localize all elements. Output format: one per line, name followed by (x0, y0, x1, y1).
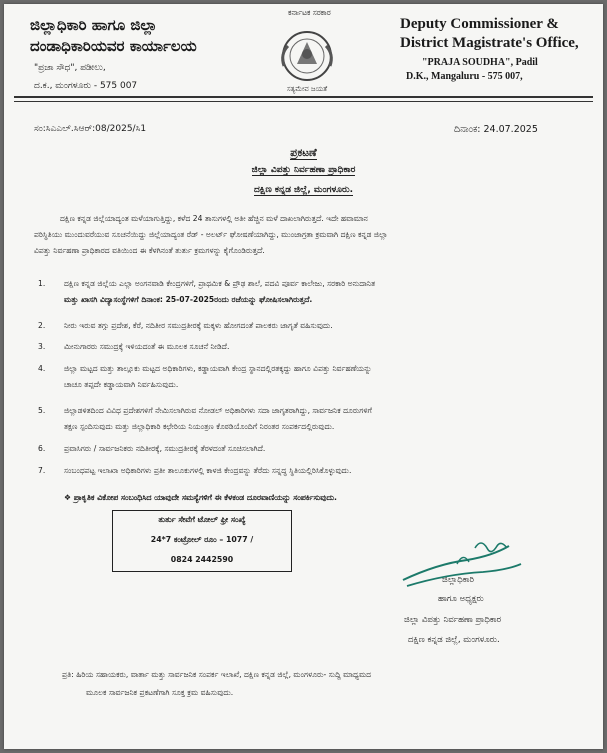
office-name-kannada-line1: ಜಿಲ್ಲಾಧಿಕಾರಿ ಹಾಗೂ ಜಿಲ್ಲಾ (30, 16, 158, 34)
office-name-english-line2: District Magistrate's Office, (400, 35, 579, 51)
notice-subtitle1-text: ಜಿಲ್ಲಾ ವಿಪತ್ತು ನಿರ್ವಹಣಾ ಪ್ರಾಧಿಕಾರ (251, 165, 356, 175)
helpline-control-room: 24*7 ಕಂಟ್ರೋಲ್ ರೂಂ – 1077 / (150, 535, 254, 544)
intro-paragraph (34, 211, 580, 259)
item-line: ತಕ್ಷಣ ಸ್ಪಂದಿಸುವುದು ಮತ್ತು ಜಿಲ್ಲಾಧಿಕಾರಿ ಕಛೇರಿಯ ನಿಯಂತ್ರಣ ಕೊಠಡಿಯೊಂದಿಗೆ ನಿರಂತರ ಸಂಪರ್ಕದಲ್ಲಿರುವುದು. (64, 422, 335, 431)
intro-line: ಪರಿಸ್ಥಿತಿಯು ಮುಂದುವರೆಯುವ ಸೂಚನೆಯಿದ್ದು ಜಿಲ್ಲೆಯಾದ್ಯಂತ ರೆಡ್ - ಅಲರ್ಟ್ ಘೋಷಣೆಯಾಗಿದ್ದು, ಮುಂಜಾಗ್ರತಾ ಕ್ರಮವಾಗಿ ದಕ್ಷಿಣ ಕನ್ನಡ ಜಿಲ್ಲಾ (34, 230, 388, 239)
state-emblem-icon (270, 24, 344, 94)
item-number: 3. (38, 342, 46, 351)
notice-title (4, 147, 603, 160)
address-kannada-line2: ದ.ಕ., ಮಂಗಳೂರು - 575 007 (34, 81, 138, 91)
signatory-authority: ಜಿಲ್ಲಾ ವಿಪತ್ತು ನಿರ್ವಹಣಾ ಪ್ರಾಧಿಕಾರ (404, 615, 502, 625)
government-label: ಕರ್ನಾಟಕ ಸರಕಾರ (288, 8, 331, 17)
notice-subtitle2-text: ದಕ್ಷಿಣ ಕನ್ನಡ ಜಿಲ್ಲೆ, ಮಂಗಳೂರು. (253, 185, 354, 195)
item-line: ಜಿಲ್ಲಾ ಮಟ್ಟದ ಮತ್ತು ತಾಲ್ಲೂಕು ಮಟ್ಟದ ಅಧಿಕಾರಿಗಳು, ಕಡ್ಡಾಯವಾಗಿ ಕೇಂದ್ರ ಸ್ಥಾನದಲ್ಲಿರತಕ್ಕದ್ದು ಹಾಗೂ ವಿಪತ್ತು ನಿರ್ವಹಣೆಯನ್ನು (64, 364, 372, 373)
copy-to (62, 666, 582, 702)
intro-line: ವಿಪತ್ತು ನಿರ್ವಹಣಾ ಪ್ರಾಧಿಕಾರದ ವತಿಯಿಂದ ಈ ಕೆಳಗಿನಂತೆ ತುರ್ತು ಕ್ರಮಗಳನ್ನು ಕೈಗೊಂಡಿರುತ್ತದೆ. (34, 246, 265, 255)
emblem-caption: ಸತ್ಯಮೇವ ಜಯತೆ (286, 85, 328, 93)
item-line: ಪ್ರವಾಸಿಗರು / ಸಾರ್ವಜನಿಕರು ನದಿತೀರಕ್ಕೆ, ಸಮುದ್ರತೀರಕ್ಕೆ ತೆರಳದಂತೆ ಸೂಚಿಸಲಾಗಿದೆ. (64, 444, 266, 453)
notice-subtitle1 (4, 165, 603, 175)
header-rule-thin (14, 101, 593, 102)
item-line: ಚಾಚೂ ತಪ್ಪದೇ ಕಡ್ಡಾಯವಾಗಿ ನಿರ್ವಹಿಸುವುದು. (64, 380, 179, 389)
item-line: ದಕ್ಷಿಣ ಕನ್ನಡ ಜಿಲ್ಲೆಯ ಎಲ್ಲಾ ಅಂಗನವಾಡಿ ಕೇಂದ್ರಗಳಿಗೆ, ಪ್ರಾಥಮಿಕ & ಪ್ರೌಢ ಶಾಲೆ, ಪದವಿ ಪೂರ್ವ ಕಾಲೇಜು, ಸರಕಾರಿ ಅನುದಾನಿತ (64, 279, 376, 288)
notice-title-text: ಪ್ರಕಟಣೆ (290, 147, 317, 159)
item-line: ನೀರು ಇರುವ ತಗ್ಗು ಪ್ರದೇಶ, ಕೆರೆ, ನದಿತೀರ ಸಮುದ್ರತೀರಕ್ಕೆ ಮಕ್ಕಳು ಹೋಗದಂತೆ ಪಾಲಕರು ಜಾಗೃತೆ ವಹಿಸುವುದು. (64, 321, 333, 330)
item-line: ಮತ್ತು ಖಾಸಗಿ ವಿದ್ಯಾಸಂಸ್ಥೆಗಳಿಗೆ ದಿನಾಂಕ: 25-07-2025ರಂದು ರಜೆಯನ್ನು ಘೋಷಿಸಲಾಗಿರುತ್ತದೆ. (64, 295, 313, 304)
helpline-title: ತುರ್ತು ಸೇವೆಗೆ ಟೋಲ್ ಫ್ರೀ ಸಂಖ್ಯೆ (158, 515, 246, 524)
item-line: ಸಂಬಂಧಪಟ್ಟ ಇಲಾಖಾ ಅಧಿಕಾರಿಗಳು ಪ್ರತೀ ತಾಲೂಕುಗಳಲ್ಲಿ ಕಾಳಜಿ ಕೇಂದ್ರವನ್ನು ತೆರೆದು ಸನ್ನದ್ಧ ಸ್ಥಿತಿಯಲ್ಲಿರಿಸಿಕೊಳ್ಳುವುದು. (64, 466, 352, 475)
helpline-box (112, 510, 292, 572)
address-english-line2: D.K., Mangaluru - 575 007, (406, 71, 523, 82)
item-line: ಜಿಲ್ಲಾಡಳಿತದಿಂದ ವಿವಿಧ ಪ್ರದೇಶಗಳಿಗೆ ನೇಮಿಸಲಾಗಿರುವ ನೋಡಲ್ ಅಧಿಕಾರಿಗಳು ಸದಾ ಜಾಗೃತರಾಗಿದ್ದು, ಸಾರ್ವಜನಿಕ ದೂರುಗಳಿಗೆ (64, 406, 372, 415)
notice-date: ದಿನಾಂಕ: 24.07.2025 (454, 124, 538, 135)
contact-note: ❖ ಪ್ರಾಕೃತಿಕ ವಿಕೋಪ ಸಂಬಂಧಿಸಿದ ಯಾವುದೇ ಸಮಸ್ಯೆಗಳಿಗೆ ಈ ಕೆಳಕಂಡ ದೂರವಾಣಿಯನ್ನು ಸಂಪರ್ಕಿಸುವುದು. (64, 493, 337, 502)
item-number: 5. (38, 406, 46, 415)
reference-number: ಸಂ:ಸಿಎಎಲ್.ಸಿಆರ್:08/2025/ಸಿ1 (34, 124, 147, 134)
item-number: 4. (38, 364, 46, 373)
signatory-title: ಹಾಗೂ ಅಧ್ಯಕ್ಷರು (438, 594, 484, 604)
copy-to-line: ಮೂಲಕ ಸಾರ್ವಜನಿಕ ಪ್ರಕಟಣೆಗಾಗಿ ಸೂಕ್ತ ಕ್ರಮ ವಹಿಸುವುದು. (86, 688, 234, 697)
intro-line: ದಕ್ಷಿಣ ಕನ್ನಡ ಜಿಲ್ಲೆಯಾದ್ಯಂತ ಮಳೆಯಾಗುತ್ತಿದ್ದು, ಕಳೆದ 24 ತಾಸುಗಳಲ್ಲಿ ಅತೀ ಹೆಚ್ಚಿನ ಮಳೆ ದಾಖಲಾಗಿರುತ್ತದೆ. ಇದೇ ಹವಾಮಾನ (60, 214, 368, 223)
address-kannada-line1: "ಪ್ರಜಾ ಸೌಧ", ಪಡೀಲು, (34, 63, 106, 73)
signatory-designation: ಜಿಲ್ಲಾಧಿಕಾರಿ (442, 575, 475, 585)
item-line: ಮೀನುಗಾರರು ಸಮುದ್ರಕ್ಕೆ ಇಳಿಯದಂತೆ ಈ ಮೂಲಕ ಸೂಚನೆ ನೀಡಿದೆ. (64, 342, 230, 351)
office-name-english-line1: Deputy Commissioner & (400, 16, 559, 32)
copy-to-line: ಪ್ರತಿ: ಹಿರಿಯ ಸಹಾಯಕರು, ವಾರ್ತಾ ಮತ್ತು ಸಾರ್ವಜನಿಕ ಸಂಪರ್ಕ ಇಲಾಖೆ, ದಕ್ಷಿಣ ಕನ್ನಡ ಜಿಲ್ಲೆ, ಮಂಗಳೂರು- ಸುದ್ದಿ ಮಾಧ್ಯಮದ (62, 670, 372, 679)
notice-page (4, 4, 603, 749)
notice-subtitle2 (4, 185, 603, 195)
office-name-kannada-line2: ದಂಡಾಧಿಕಾರಿಯವರ ಕಾರ್ಯಾಲಯ (30, 37, 197, 55)
helpline-phone: 0824 2442590 (170, 555, 234, 564)
address-english-line1: "PRAJA SOUDHA", Padil (422, 57, 538, 68)
item-number: 1. (38, 279, 46, 288)
item-number: 2. (38, 321, 46, 330)
item-number: 7. (38, 466, 46, 475)
item-number: 6. (38, 444, 46, 453)
header-rule (14, 96, 593, 98)
signatory-district: ದಕ್ಷಿಣ ಕನ್ನಡ ಜಿಲ್ಲೆ, ಮಂಗಳೂರು. (408, 635, 500, 645)
